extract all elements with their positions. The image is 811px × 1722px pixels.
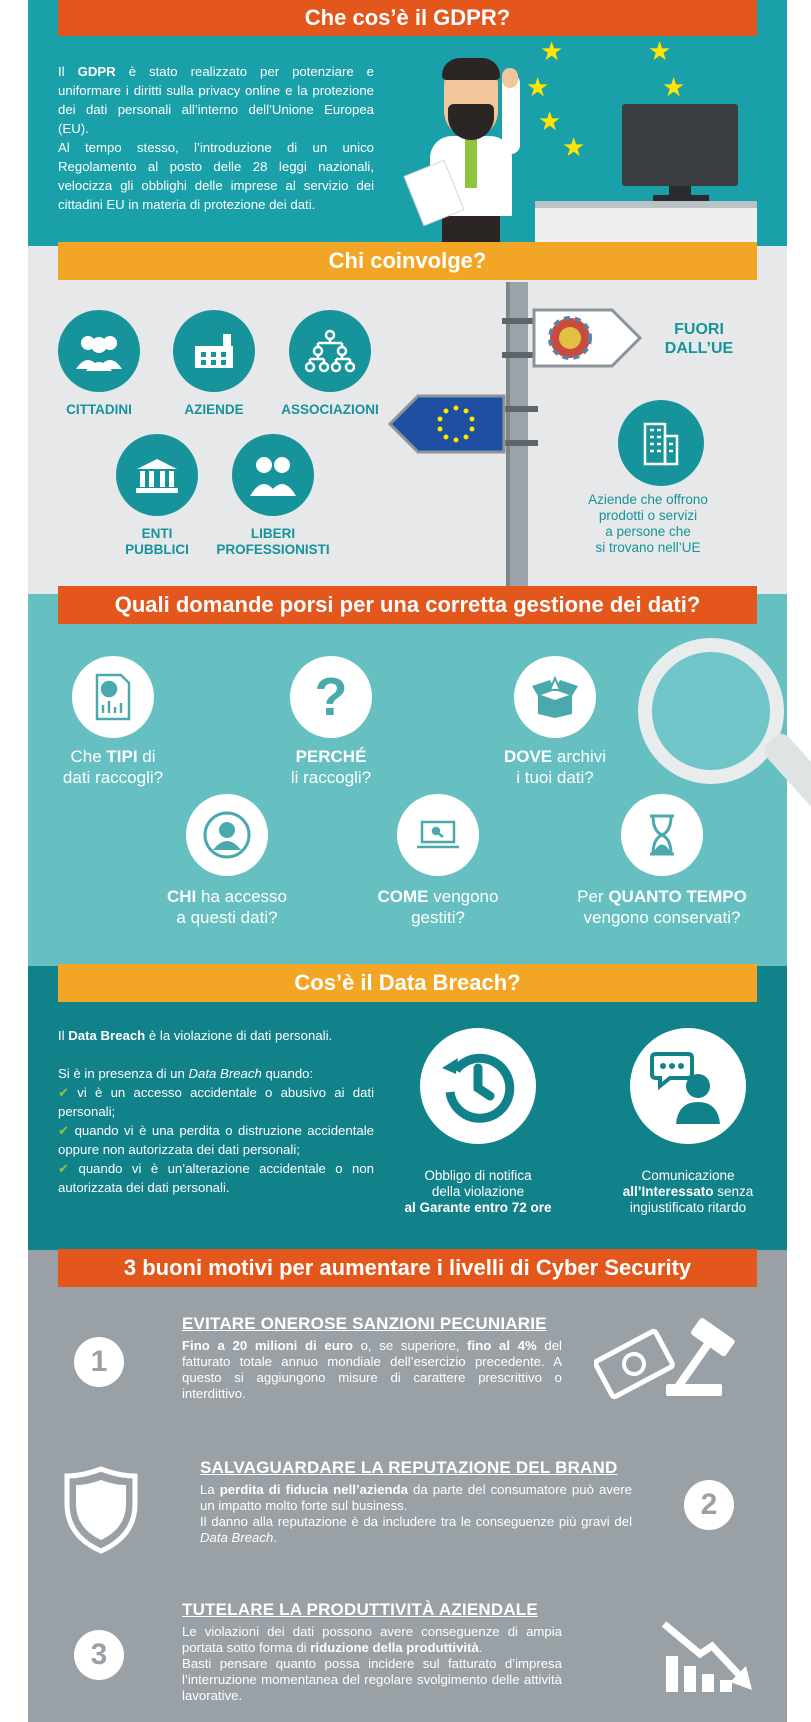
who-label-cittadini: CITTADINI — [66, 402, 132, 417]
breach-bullet-text: quando vi è una perdita o distruzione accidentale oppure non autorizzata dei dati personali; — [58, 1123, 374, 1157]
checkmark-icon: ✔ — [58, 1161, 70, 1176]
data-questions-section — [28, 594, 787, 966]
data-breach-intro — [58, 1026, 374, 1045]
reason1-bold2: fino al 4% — [467, 1338, 537, 1353]
breach-intro-pre: Il — [58, 1028, 69, 1043]
q-tipi-pre: Che — [70, 747, 107, 766]
reason-title-2: SALVAGUARDARE LA REPUTAZIONE DEL BRAND — [200, 1458, 618, 1477]
intro-post: è stato realizzato per potenziare e uniformare i diritti sulla privacy online e la protezione dei dati personali all’interno dell’Unione Europea (EU). — [58, 64, 374, 136]
reason2-post2: . — [273, 1530, 277, 1545]
data-breach-section — [28, 966, 787, 1250]
reason-text-3 — [182, 1624, 562, 1704]
user-icon — [186, 794, 268, 876]
reason2-bold: perdita di fiducia nell’azienda — [219, 1482, 408, 1497]
infographic — [28, 0, 787, 1722]
q-perche-post: li raccogli? — [290, 768, 372, 787]
breach-bullet — [58, 1159, 374, 1197]
history-clock-icon — [420, 1028, 536, 1144]
question-dove — [460, 746, 650, 788]
reason2-italic: Data Breach — [200, 1530, 274, 1545]
breach-intro-post: è la violazione di dati personali. — [145, 1028, 333, 1043]
notify-bold: al Garante entro 72 ore — [404, 1200, 552, 1215]
eu-star-icon: ★ — [540, 36, 564, 66]
factory-icon — [173, 310, 255, 392]
outside-eu-label: FUORI DALL’UE — [664, 321, 734, 357]
who-label-enti-pubblici: ENTI PUBBLICI — [125, 526, 189, 557]
comm-text: Comunicazione — [641, 1168, 735, 1183]
reason-title-3: TUTELARE LA PRODUTTIVITÀ AZIENDALE — [182, 1600, 538, 1619]
reason-number-1: 1 — [74, 1337, 124, 1387]
reason2-pre: La — [200, 1482, 220, 1497]
reason-text-2 — [200, 1482, 632, 1546]
reason2-line2 — [200, 1514, 632, 1546]
intro-bold: GDPR — [77, 64, 116, 79]
who-label-aziende: AZIENDE — [184, 402, 244, 417]
q-dove-post: archivi i tuoi dati? — [516, 747, 607, 787]
people-icon — [58, 310, 140, 392]
who-involved-section — [28, 246, 787, 598]
q-come-bold: COME — [377, 887, 429, 906]
org-chart-icon — [289, 310, 371, 392]
question-perche — [236, 746, 426, 788]
who-label-liberi-professionisti: LIBERI PROFESSIONISTI — [216, 526, 330, 557]
question-tipi — [18, 746, 208, 788]
document-chart-icon — [72, 656, 154, 738]
open-box-icon — [514, 656, 596, 738]
breach-lead-post: quando: — [261, 1066, 314, 1081]
breach-lead-italic: Data Breach — [188, 1066, 262, 1081]
checkmark-icon: ✔ — [58, 1123, 70, 1138]
question-come — [343, 886, 533, 928]
who-involved-banner: Chi coinvolge? — [58, 242, 757, 280]
data-breach-lead — [58, 1064, 374, 1083]
reason3-post: . — [478, 1640, 483, 1655]
q-perche-bold: PERCHÉ — [295, 747, 367, 766]
man-tie — [465, 138, 477, 188]
money-gavel-icon — [594, 1318, 754, 1402]
gdpr-intro-text — [58, 62, 374, 214]
spacer — [58, 1045, 374, 1064]
reason1-mid: o, se superiore, — [352, 1338, 468, 1353]
signpost-bracket — [502, 406, 538, 412]
breach-lead-pre: Si è in presenza di un — [58, 1066, 189, 1081]
breach-bullet-text: vi è un accesso accidentale o abusivo ai dati personali; — [58, 1085, 375, 1119]
q-tipi-post: di dati raccogli? — [62, 747, 164, 787]
communication-user-icon — [630, 1028, 746, 1144]
q-tipi-bold: TIPI — [106, 747, 138, 766]
professionals-icon — [232, 434, 314, 516]
notify-caption — [383, 1168, 573, 1216]
man-hair — [442, 58, 500, 80]
reason-number-2: 2 — [684, 1480, 734, 1530]
signpost-bracket — [502, 440, 538, 446]
data-breach-banner: Cos’è il Data Breach? — [58, 964, 757, 1002]
world-flags-sign-icon — [532, 308, 642, 368]
reason3-line2: Basti pensare quanto possa incidere sul fatturato d’impresa l’interruzione momentanea del regolare svolgimento delle attività lavorative. — [182, 1656, 562, 1703]
reason3-bold: riduzione della produttività — [310, 1640, 479, 1655]
gdpr-intro-banner: Che cos’è il GDPR? — [58, 0, 757, 36]
cyber-security-section — [28, 1250, 787, 1722]
data-questions-banner: Quali domande porsi per una corretta gestione dei dati? — [58, 586, 757, 624]
breach-bullet — [58, 1121, 374, 1159]
comm-post: senza ingiustificato ritardo — [629, 1184, 754, 1215]
monitor-base — [653, 195, 709, 201]
reason2-post: da parte del consumatore può avere un impatto molto forte sul business. — [200, 1482, 632, 1513]
reason1-bold1: Fino a 20 milioni di euro — [182, 1338, 353, 1353]
reason-title-1: EVITARE ONEROSE SANZIONI PECUNIARIE — [182, 1314, 547, 1333]
declining-chart-icon — [660, 1620, 756, 1696]
reason2-pre2: Il danno alla reputazione è da includere tra le conseguenze più gravi del — [200, 1514, 632, 1529]
eu-star-icon: ★ — [538, 106, 562, 136]
man-hand — [502, 68, 518, 88]
q-chi-bold: CHI — [166, 887, 197, 906]
who-label-associazioni: ASSOCIAZIONI — [281, 402, 379, 417]
question-quanto-tempo — [567, 886, 757, 928]
gdpr-intro-paragraph-1 — [58, 62, 374, 138]
question-mark-icon — [290, 656, 372, 738]
q-quanto-bold: QUANTO TEMPO — [608, 887, 747, 906]
magnifying-glass-icon — [638, 638, 784, 784]
reason2-line1 — [200, 1482, 632, 1514]
q-come-post: vengono gestiti? — [411, 887, 499, 927]
hourglass-icon — [621, 794, 703, 876]
gdpr-intro-section — [28, 0, 787, 266]
comm-bold: all’Interessato — [622, 1184, 714, 1199]
eu-star-icon: ★ — [562, 132, 586, 162]
notify-text: Obbligo di notifica della violazione — [424, 1168, 532, 1199]
eu-star-icon: ★ — [526, 72, 550, 102]
eu-star-icon: ★ — [648, 36, 672, 66]
intro-pre: Il — [58, 64, 78, 79]
laptop-icon — [397, 794, 479, 876]
magnifying-glass-handle — [760, 730, 811, 847]
reason3-line1 — [182, 1624, 562, 1656]
eu-flag-sign-icon — [388, 394, 506, 454]
q-chi-post: ha accesso a questi dati? — [176, 887, 287, 927]
reason1-post: del fatturato totale annuo mondiale dell’esercizio precedente. A questo si aggiungono misure di carattere prescrittivo o interdittivo. — [182, 1338, 562, 1401]
breach-bullet — [58, 1083, 374, 1121]
office-building-icon — [618, 400, 704, 486]
breach-intro-bold: Data Breach — [68, 1028, 146, 1043]
reason3-pre: Le violazioni dei dati possono avere conseguenze di ampia portata sotto forma di — [182, 1624, 562, 1655]
outside-eu-description: Aziende che offrono prodotti o servizi a persone che si trovano nell’UE — [588, 492, 708, 555]
cyber-security-banner: 3 buoni motivi per aumentare i livelli di Cyber Security — [58, 1249, 757, 1287]
question-mark-glyph: ? — [314, 667, 348, 727]
checkmark-icon: ✔ — [58, 1085, 70, 1100]
reason-number-3: 3 — [74, 1630, 124, 1680]
q-dove-bold: DOVE — [503, 747, 553, 766]
reason-text-1 — [182, 1338, 562, 1402]
question-chi — [132, 886, 322, 928]
government-building-icon — [116, 434, 198, 516]
q-quanto-post: vengono conservati? — [583, 908, 741, 927]
monitor-icon — [622, 104, 738, 186]
communication-caption — [593, 1168, 783, 1216]
man-beard — [448, 104, 494, 140]
shield-icon — [64, 1466, 138, 1554]
eu-star-icon: ★ — [662, 72, 686, 102]
data-breach-text — [58, 1026, 374, 1197]
q-quanto-pre: Per — [577, 887, 609, 906]
breach-bullet-text: quando vi è un’alterazione accidentale o non autorizzata dei dati personali. — [58, 1161, 374, 1195]
gdpr-intro-paragraph-2: Al tempo stesso, l’introduzione di un unico Regolamento al posto delle 28 leggi nazionali, velocizza gli obblighi delle imprese al servizio dei cittadini EU in materia di protezione dei dati. — [58, 140, 374, 212]
